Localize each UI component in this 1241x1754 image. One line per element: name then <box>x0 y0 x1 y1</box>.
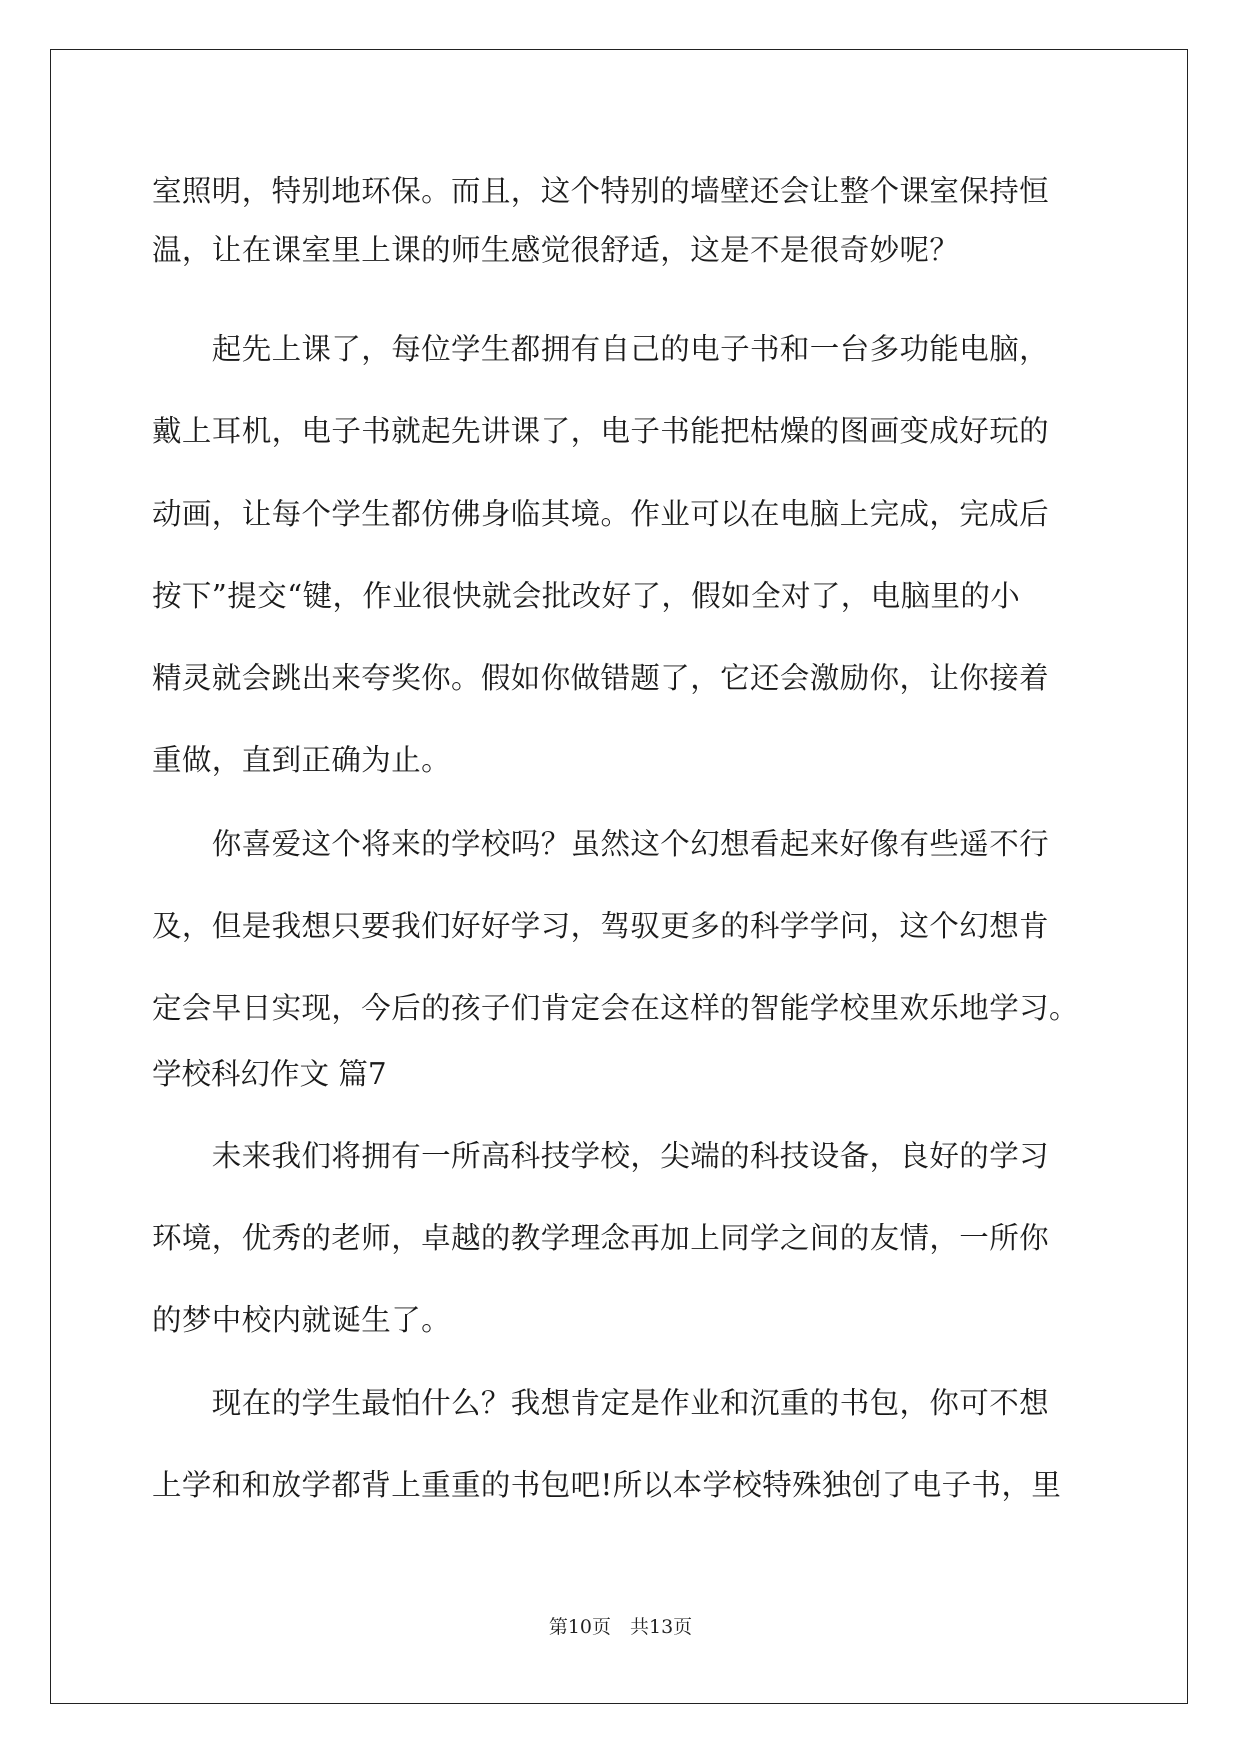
text-line: 精灵就会跳出来夸奖你。假如你做错题了，它还会激励你，让你接着 <box>152 661 1050 695</box>
page-footer <box>0 1614 1241 1640</box>
text-line: 的梦中校内就诞生了。 <box>152 1303 452 1337</box>
page-number: 第10页 共13页 <box>548 1616 693 1638</box>
text-line: 戴上耳机，电子书就起先讲课了，电子书能把枯燥的图画变成好玩的 <box>152 414 1050 448</box>
text-line: 按下”提交“键，作业很快就会批改好了，假如全对了，电脑里的小 <box>152 579 1021 613</box>
text-line: 动画，让每个学生都仿佛身临其境。作业可以在电脑上完成，完成后 <box>152 497 1050 531</box>
text-line: 你喜爱这个将来的学校吗？虽然这个幻想看起来好像有些遥不行 <box>152 827 1050 861</box>
text-line: 上学和和放学都背上重重的书包吧!所以本学校特殊独创了电子书，里 <box>152 1468 1062 1502</box>
text-line: 未来我们将拥有一所高科技学校，尖端的科技设备，良好的学习 <box>152 1139 1050 1173</box>
text-line: 定会早日实现，今后的孩子们肯定会在这样的智能学校里欢乐地学习。 <box>152 991 1079 1025</box>
section-heading: 学校科幻作文 篇7 <box>152 1057 387 1091</box>
text-line: 重做，直到正确为止。 <box>152 743 452 777</box>
text-line: 及，但是我想只要我们好好学习，驾驭更多的科学学问，这个幻想肯 <box>152 909 1050 943</box>
page-border <box>50 49 1188 1704</box>
text-line: 现在的学生最怕什么？我想肯定是作业和沉重的书包，你可不想 <box>152 1386 1050 1420</box>
text-line: 室照明，特别地环保。而且，这个特别的墙壁还会让整个课室保持恒 <box>152 174 1050 208</box>
text-line: 环境，优秀的老师，卓越的教学理念再加上同学之间的友情，一所你 <box>152 1221 1050 1255</box>
text-line: 起先上课了，每位学生都拥有自己的电子书和一台多功能电脑， <box>152 332 1050 366</box>
text-line: 温，让在课室里上课的师生感觉很舒适，这是不是很奇妙呢？ <box>152 233 960 267</box>
